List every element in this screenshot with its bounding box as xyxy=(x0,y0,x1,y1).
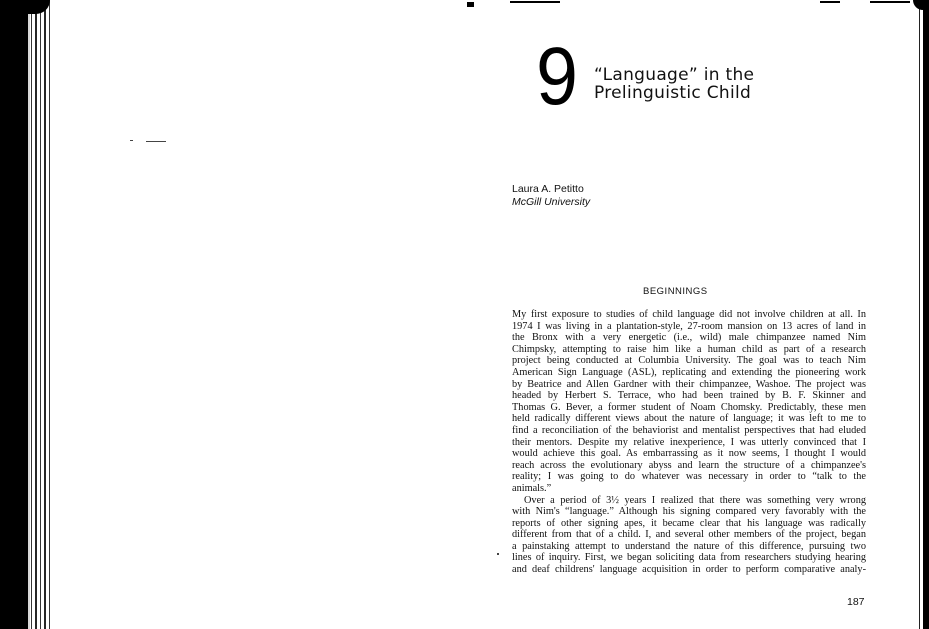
scan-artifact-top-right xyxy=(820,1,840,3)
chapter-title xyxy=(594,66,754,102)
body-line: project being conducted at Columbia University. The goal was to teach Nim xyxy=(512,355,866,367)
author-block xyxy=(512,183,590,209)
body-line: different from that of a child. I, and several other members of the project, began xyxy=(512,529,866,541)
body-line: and deaf childrens' language acquisition in order to perform comparative analy- xyxy=(512,564,866,576)
right-page-edge-line xyxy=(919,8,920,629)
body-line: a painstaking attempt to understand the nature of this difference, pursuing two xyxy=(512,540,866,552)
body-text xyxy=(512,309,866,576)
page-number: 187 xyxy=(847,596,865,608)
left-page-stack-lines xyxy=(26,0,50,629)
body-line-paragraph-start: Over a period of 3½ years I realized that there was something very wrong xyxy=(524,494,866,506)
body-line: reports of other signing apes, it became clear that his language was radically xyxy=(512,517,866,529)
body-line: headed by Herbert S. Terrace, who had been trained by B. F. Skinner and xyxy=(512,390,866,402)
body-line: American Sign Language (ASL), replicating and extending the pioneering work xyxy=(512,366,866,378)
body-line: 1974 I was living in a plantation-style, 27-room mansion on 13 acres of land in xyxy=(512,320,866,332)
section-heading: BEGINNINGS xyxy=(643,286,708,297)
scan-speck xyxy=(497,553,499,555)
author-name: Laura A. Petitto xyxy=(512,183,584,195)
body-line: reach across the evolutionary abyss and learn the structure of a chimpanzee's xyxy=(512,459,866,471)
chapter-title-line-1: “Language” in the xyxy=(594,65,755,85)
body-line: Thomas G. Bever, a former student of Noam Chomsky. Predictably, these men xyxy=(512,401,866,413)
body-line: by Beatrice and Allen Gardner with their chimpanzee, Washoe. The project was xyxy=(512,378,866,390)
body-line: lines of inquiry. First, we began soliciting data from researchers studying hearing xyxy=(512,552,866,564)
body-line: find a reconciliation of the behaviorist and mentalist perspectives that had eluded xyxy=(512,424,866,436)
author-affiliation: McGill University xyxy=(512,196,591,208)
body-line: animals.” xyxy=(512,482,552,494)
body-line: would achieve this goal. As embarrassing as it now seems, I thought I would xyxy=(512,448,866,460)
scan-speck xyxy=(146,141,166,142)
scan-artifact-top xyxy=(467,2,474,7)
body-line: My first exposure to studies of child language did not involve children at all. In xyxy=(512,309,866,320)
scan-artifact-top-line xyxy=(510,1,560,3)
chapter-number: 9 xyxy=(536,31,578,122)
body-line: the Bronx with a very energetic (i.e., wild) male chimpanzee named Nim xyxy=(512,332,866,344)
body-line: with Nim's “language.” Although his signing compared very favorably with the xyxy=(512,506,866,518)
scan-speck xyxy=(130,140,133,141)
body-line: held radically different views about the nature of language; it was left to me to xyxy=(512,413,866,425)
right-page-edge xyxy=(923,6,929,629)
body-line: reality; I was going to do whatever was necessary in order to “talk to the xyxy=(512,471,866,483)
scan-artifact-top-right-2 xyxy=(870,1,910,3)
body-line: their mentors. Despite my relative inexperience, I was utterly convinced that I xyxy=(512,436,866,448)
right-page-corner xyxy=(913,0,929,10)
body-line: Chimpsky, attempting to raise him like a human child as part of a research xyxy=(512,343,866,355)
chapter-title-line-2: Prelinguistic Child xyxy=(594,83,752,103)
